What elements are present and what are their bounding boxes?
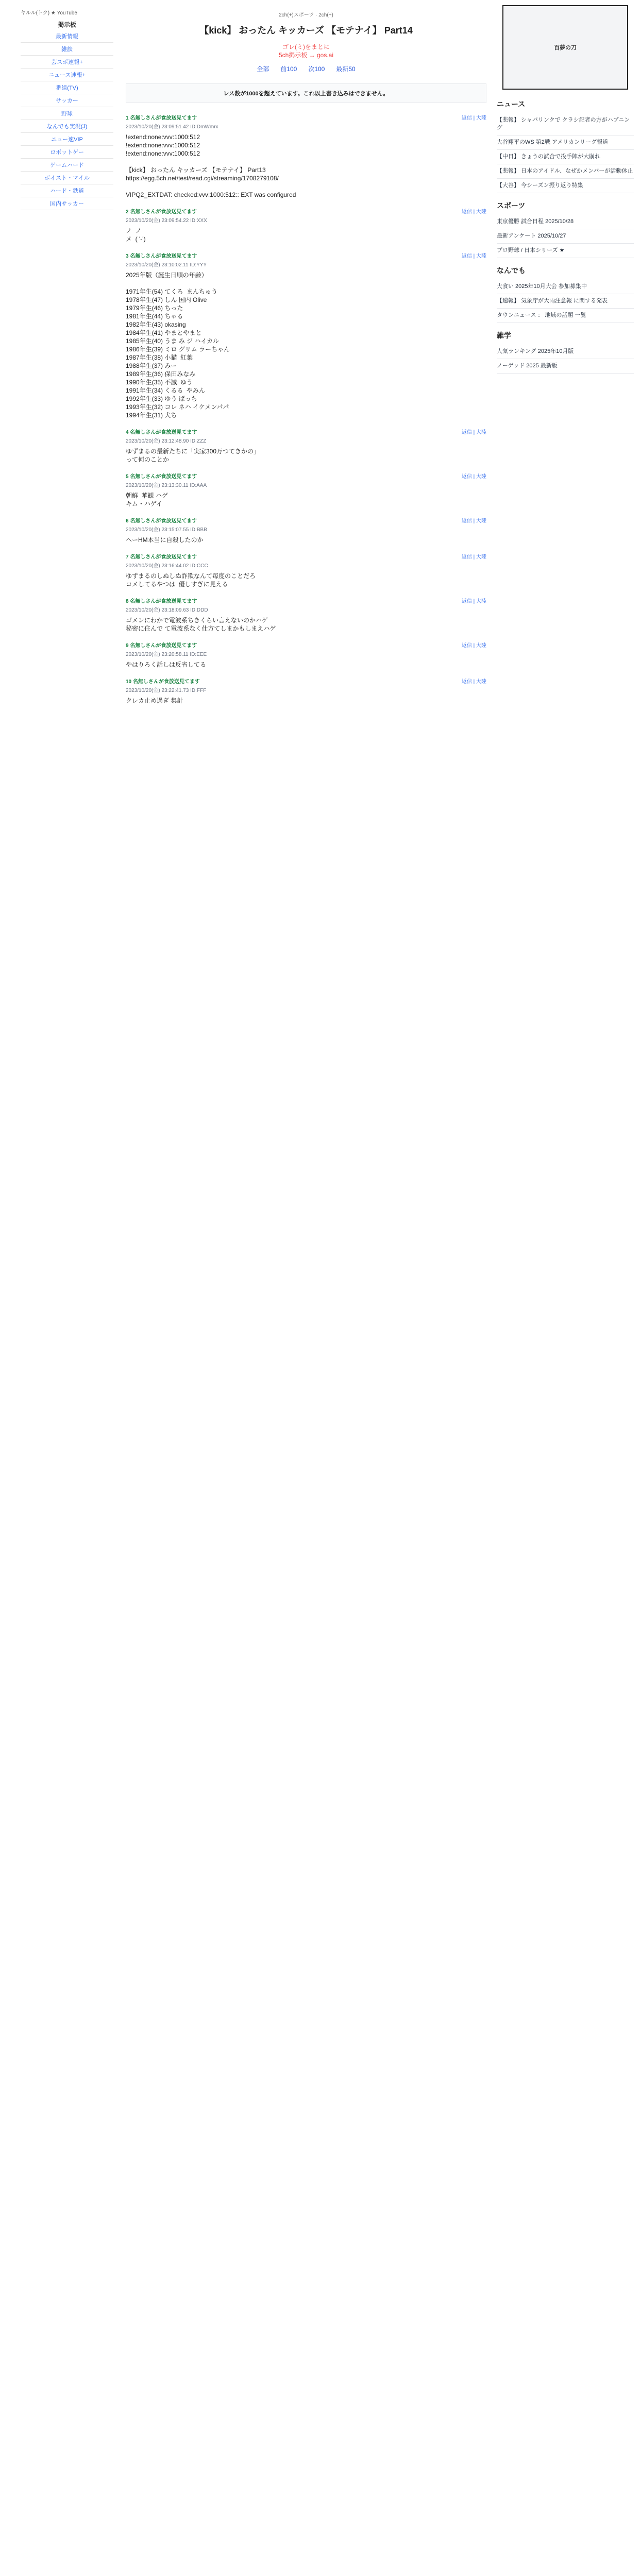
left-navigation (0, 0, 113, 868)
promo-line: 5ch掲示板 → gos.ai (278, 52, 334, 59)
adult-title: 雑学 (497, 331, 511, 340)
post-body: 2025年版（誕生日順の年齢） 1971年生(54) てくろ まんちゅう 1978年生(47) しん 国内 Olive 1979年生(46) ちった 1981年生(44) ちゃる 1982年生(43) okasing 1984年生(41) やまとやまと 1985年生(40) うま み ジ ハイカル 1986年生(39) ミロ グリム ラーちゃん 1987年生(38) 小猫 紅葉 1988年生(37) みー 1989年生(36) 保田みなみ 1990年生(35) 不滅 ゆう 1991年生(34) くるる やみん 1992年生(33) ゆう ぱっち 1993年生(32) コレ ネハ イケメンパパ 1994年生(31) 犬ち (126, 272, 230, 419)
post-actions[interactable]: 返信 | 大陸 (461, 679, 486, 685)
sports-list (497, 215, 634, 258)
thread-notice: レス数が1000を超えています。これ以上書き込みはできません。 (126, 83, 486, 103)
post-meta: 2023/10/20(金) 23:15:07.55 ID:BBB (126, 527, 207, 533)
post-actions[interactable]: 返信 | 大陸 (461, 474, 486, 480)
board-link[interactable]: 雑談 (21, 43, 113, 56)
post-body: クレカ止め過ぎ 集計 (126, 697, 183, 704)
post (126, 472, 486, 508)
post-meta: 2023/10/20(金) 23:16:44.02 ID:CCC (126, 563, 208, 569)
post-body: 朝鮮 華観 ハゲ キム・ハゲイ (126, 492, 168, 507)
post-actions[interactable]: 返信 | 大陸 (461, 599, 486, 604)
post-actions[interactable]: 返信 | 大陸 (461, 643, 486, 649)
post-body: !extend:none:vvv:1000:512 !extend:none:vvv:1000:512 !extend:none:vvv:1000:512 【kick】 おったん キッカーズ 【モテナイ】 Part13 https://egg.5ch.net/test/read.cgi/streaming/1708279108/ VIPQ2_EXTDAT: checked:vvv:1000:512:: EXT was configured (126, 133, 296, 198)
post-actions[interactable]: 返信 | 大陸 (461, 209, 486, 215)
anything-item[interactable]: 大食い 2025年10月大会 参加募集中 (497, 280, 634, 294)
post-meta: 2023/10/20(金) 23:10:02.11 ID:YYY (126, 262, 207, 268)
post-body: ゆずまるの最新たちに「実家300万つてきかの」 って何のことか (126, 448, 260, 463)
board-link[interactable]: 最新情報 (21, 30, 113, 43)
spacer (126, 713, 486, 868)
board-link[interactable]: ゲームハード (21, 159, 113, 172)
banner-image[interactable] (502, 5, 628, 90)
post-body: ゆずまるのしぬしぬ詐欺なんて毎度のことだろ コメしてるやつは 優しすぎに見える (126, 572, 256, 588)
board-link[interactable]: 芸スポ速報+ (21, 56, 113, 69)
sports-item[interactable]: プロ野球 / 日本シリーズ ★ (497, 244, 634, 258)
news-item[interactable]: 大谷翔平のWS 第2戦 アメリカンリーグ報道 (497, 135, 634, 150)
post-name: 6 名無しさんが食放送見てます (126, 518, 197, 524)
nav-next100[interactable]: 次100 (308, 65, 325, 73)
news-title: ニュース (497, 100, 526, 108)
thread-nav (126, 64, 486, 73)
board-link[interactable]: 野球 (21, 107, 113, 120)
post (126, 677, 486, 705)
post-body: やはりろく話しは反省してる (126, 661, 207, 668)
board-link[interactable]: ハード・鉄道 (21, 184, 113, 197)
sports-title: スポーツ (497, 201, 526, 210)
anything-item[interactable]: タウンニュース ： 地域の話題 一覧 (497, 309, 634, 323)
board-link[interactable]: 国内サッカー (21, 197, 113, 210)
post-body: ヘーHM本当に自殺したのか (126, 536, 204, 544)
anything-item[interactable]: 【速報】 気象庁が大雨注意報 に関する発表 (497, 294, 634, 309)
post-name: 10 名無しさんが食放送見てます (126, 679, 200, 685)
promo-line: ゴレ(ミ)をまとに (282, 43, 330, 50)
post-name: 7 名無しさんが食放送見てます (126, 554, 197, 560)
board-link[interactable]: なんでも実況(J) (21, 120, 113, 133)
post-actions[interactable]: 返信 | 大陸 (461, 518, 486, 524)
post-actions[interactable]: 返信 | 大陸 (461, 430, 486, 435)
thread-title: 【kick】 おったん キッカーズ 【モテナイ】 Part14 (199, 25, 413, 36)
sports-item[interactable]: 最新アンケート 2025/10/27 (497, 229, 634, 244)
post (126, 251, 486, 419)
adult-list (497, 345, 634, 374)
board-link[interactable]: ボイスト・マイル (21, 172, 113, 184)
board-link[interactable]: ロボットゲー (21, 146, 113, 159)
board-links (21, 30, 113, 210)
thread-main (113, 0, 495, 868)
nav-latest50[interactable]: 最新50 (336, 65, 356, 73)
post (126, 552, 486, 588)
adult-item[interactable]: ノーゲッド 2025 最新版 (497, 359, 634, 374)
post-meta: 2023/10/20(金) 23:09:51.42 ID:DmWmrx (126, 124, 218, 130)
news-item[interactable]: 【中日】 きょうの試合で投手陣が大崩れ (497, 150, 634, 164)
promo-block[interactable] (126, 43, 486, 59)
post-actions[interactable]: 返信 | 大陸 (461, 115, 486, 121)
post (126, 428, 486, 464)
anything-list (497, 280, 634, 323)
board-link[interactable]: 番組(TV) (21, 81, 113, 94)
post-name: 4 名無しさんが食放送見てます (126, 430, 197, 435)
post (126, 113, 486, 199)
nav-prev100[interactable]: 前100 (280, 65, 297, 73)
left-top-links[interactable]: ヤルル(トク) ★ YouTube (21, 10, 77, 16)
post (126, 207, 486, 243)
post-meta: 2023/10/20(金) 23:09:54.22 ID:XXX (126, 218, 207, 224)
post-body: ゴメンにわかで電波系ちきくらい言えないのかハゲ 秘密に住んで て電波系なく仕方てしまかもしまえハゲ (126, 617, 276, 632)
adult-item[interactable]: 人気ランキング 2025年10月版 (497, 345, 634, 359)
news-item[interactable]: 【悲報】 シャバリンクで クラシ記者の方がハプニング (497, 113, 634, 135)
post-meta: 2023/10/20(金) 23:22:41.73 ID:FFF (126, 688, 207, 693)
board-link[interactable]: ニュー速VIP (21, 133, 113, 146)
page (0, 0, 641, 868)
anything-title: なんでも (497, 266, 526, 275)
post (126, 641, 486, 669)
post-name: 3 名無しさんが食放送見てます (126, 253, 197, 259)
post-meta: 2023/10/20(金) 23:12:48.90 ID:ZZZ (126, 438, 207, 444)
banner-text: 百夢の刀 (554, 45, 577, 51)
post-name: 1 名無しさんが食放送見てます (126, 115, 197, 121)
right-sidebar (495, 0, 641, 868)
post-name: 8 名無しさんが食放送見てます (126, 599, 197, 604)
post-name: 9 名無しさんが食放送見てます (126, 643, 197, 649)
breadcrumb: 2ch(+)スポーツ · 2ch(+) (279, 12, 333, 18)
post-meta: 2023/10/20(金) 23:18:09.63 ID:DDD (126, 607, 208, 613)
board-title: 掲示板 (57, 21, 76, 28)
post (126, 516, 486, 544)
post-meta: 2023/10/20(金) 23:13:30.11 ID:AAA (126, 483, 207, 488)
post-name: 5 名無しさんが食放送見てます (126, 474, 197, 480)
news-list (497, 113, 634, 193)
post (126, 597, 486, 633)
sports-item[interactable]: 東京優勝 試合日程 2025/10/28 (497, 215, 634, 229)
news-item[interactable]: 【大谷】 今シーズン振り返り特集 (497, 179, 634, 193)
nav-all[interactable]: 全部 (257, 65, 269, 73)
post-actions[interactable]: 返信 | 大陸 (461, 554, 486, 560)
board-link[interactable]: ニュース速報+ (21, 69, 113, 81)
post-body: ノ ノ メ ( '-') (126, 227, 146, 243)
board-link[interactable]: サッカー (21, 94, 113, 107)
post-meta: 2023/10/20(金) 23:20:58.11 ID:EEE (126, 652, 207, 657)
post-actions[interactable]: 返信 | 大陸 (461, 253, 486, 259)
news-item[interactable]: 【悲報】 日本のアイドル、なぜかメンバーが活動休止 (497, 164, 634, 179)
post-name: 2 名無しさんが食放送見てます (126, 209, 197, 215)
